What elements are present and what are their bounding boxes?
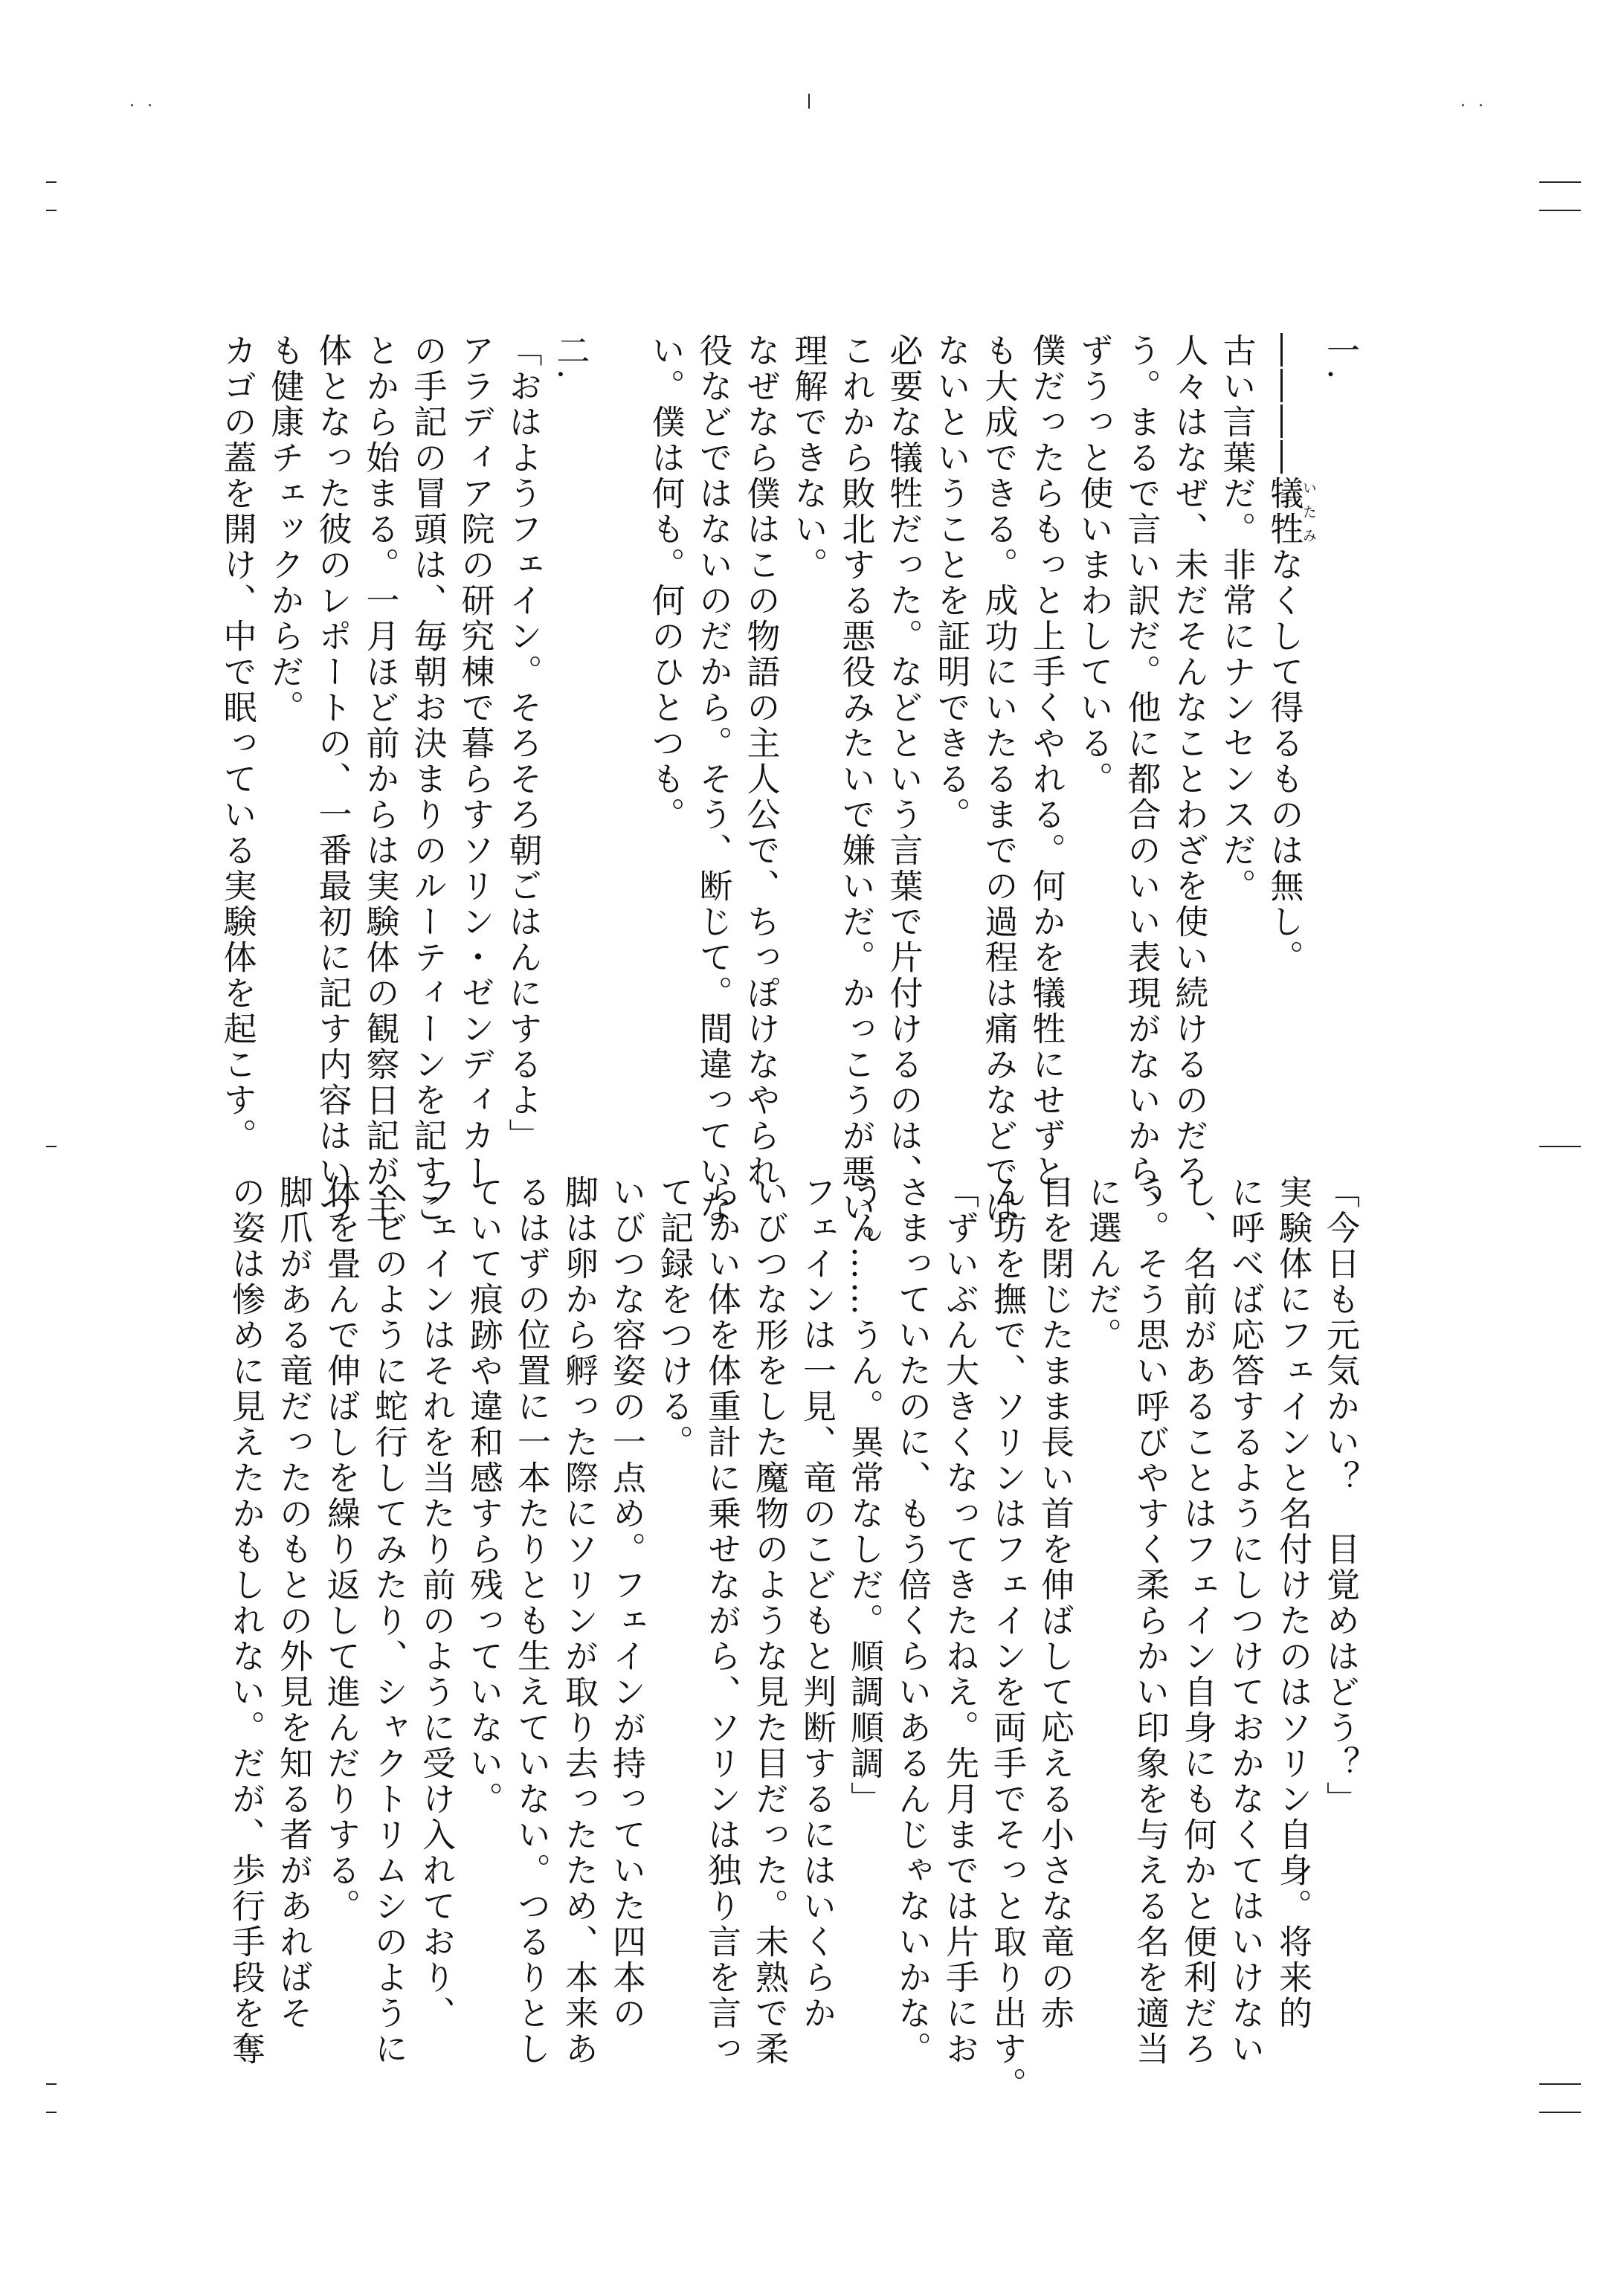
- crop-mark-right-4: [1539, 2112, 1581, 2113]
- text-line: し、名前があることはフェイン自身にも何かと便利だろ: [1178, 1175, 1217, 2067]
- center-mark-left: [46, 1146, 57, 1147]
- text-line: らかい体を体重計に乗せながら、ソリンは独り言を言っ: [702, 1175, 741, 2067]
- crop-mark-right-1: [1539, 181, 1581, 183]
- text-line: に選んだ。: [1083, 1175, 1122, 1353]
- text-line: い。僕は何も。何のひとつも。: [645, 333, 686, 833]
- text-line: うん……うん。異常なしだ。順調順調」: [845, 1175, 884, 1817]
- crop-mark-left-1: [46, 181, 57, 183]
- text-line: の姿は惨めに見えたかもしれない。だが、歩行手段を奪: [226, 1175, 265, 2067]
- crop-dot-tl-1: [131, 104, 133, 106]
- text-line: なぜなら僕はこの物語の主人公で、ちっぽけなやられ: [741, 333, 781, 1190]
- bottom-text-block: [226, 1175, 1364, 2103]
- text-line: これから敗北する悪役みたいで嫌いだ。かっこうが悪い。: [836, 333, 876, 1261]
- text-line: 脚は卵から孵った際にソリンが取り去ったため、本来あ: [559, 1175, 599, 2067]
- text-line: て記録をつける。: [654, 1175, 694, 1460]
- center-top-mark: [808, 94, 810, 109]
- text-line: いびつな容姿の一点め。フェインが持っていた四本の: [607, 1175, 646, 2031]
- crop-dot-tl-2: [149, 104, 151, 106]
- text-line: 役などではないのだから。そう、断じて。間違っていな: [693, 333, 733, 1225]
- text-line: いびつな形をした魔物のような見た目だった。未熟で柔: [750, 1175, 789, 2067]
- text-line: 理解できない。: [788, 333, 828, 583]
- text-line: ん坊を撫で、ソリンはフェインを両手でそっと取り出す。: [987, 1175, 1027, 2103]
- text-line: るはずの位置に一本たりとも生えていない。つるりとし: [512, 1175, 551, 2067]
- text-line: 体を畳んで伸ばしを繰り返して進んだりする。: [321, 1175, 361, 1924]
- text-line: 実験体にフェインと名付けたのはソリン自身。将来的: [1273, 1175, 1312, 2031]
- epigraph-line: ――――犠牲いたみなくして得るものは無し。: [1260, 333, 1317, 1118]
- text-line: 必要な犠牲だった。などという言葉で片付けるのは、: [883, 333, 924, 1190]
- text-line: 僕だったらもっと上手くやれる。何かを犠牲にせずと: [1026, 333, 1066, 1190]
- text-line: 人々はなぜ、未だそんなことわざを使い続けるのだろ: [1169, 333, 1209, 1190]
- text-line: フェインは一見、竜のこどもと判断するにはいくらか: [797, 1175, 837, 2031]
- text-line: ないということを証明できる。: [931, 333, 971, 833]
- crop-mark-right-3: [1539, 2083, 1581, 2085]
- text-line: 目を閉じたまま長い首を伸ばして応える小さな竜の赤: [1035, 1175, 1074, 2031]
- text-line: に呼べば応答するようにしつけておかなくてはいけない: [1225, 1175, 1265, 2067]
- section-heading-1: 一.: [1321, 333, 1360, 382]
- text-line: も大成できる。成功にいたるまでの過程は痛みなどでは: [979, 333, 1019, 1225]
- top-text-block: [217, 333, 1364, 1261]
- text-line: ずうっと使いまわしている。: [1074, 333, 1114, 797]
- crop-dot-tr-1: [1462, 104, 1464, 106]
- center-mark-right: [1539, 1146, 1581, 1147]
- text-line: う。そう思い呼びやすく柔らかい印象を与える名を適当: [1130, 1175, 1170, 2067]
- text-line: う。まるで言い訳だ。他に都合のいい表現がないから、: [1121, 333, 1161, 1225]
- text-line: とから始まる。一月ほど前からは実験体の観察日記が主: [360, 333, 400, 1225]
- ruby-itami: 犠牲いたみ: [1264, 476, 1317, 547]
- text-line: 「おはようフェイン。そろそろ朝ごはんにするよ」: [503, 333, 543, 1154]
- text-line: 「今日も元気かい？ 目覚めはどう？」: [1321, 1175, 1360, 1817]
- text-line: 体となった彼のレポートの、一番最初に記す内容はいつ: [312, 333, 352, 1225]
- text-line: 古い言葉だ。非常にナンセンスだ。: [1217, 333, 1257, 904]
- text-line: 脚爪がある竜だったのもとの外見を知る者があればそ: [274, 1175, 313, 2031]
- crop-mark-left-3: [46, 2083, 57, 2085]
- crop-mark-right-2: [1539, 210, 1581, 211]
- crop-dot-tr-2: [1480, 104, 1482, 106]
- text-line: 「ずいぶん大きくなってきたねえ。先月までは片手にお: [940, 1175, 979, 2067]
- text-line: アラディア院の研究棟で暮らすソリン・ゼンディカー: [455, 333, 495, 1190]
- crop-mark-left-4: [46, 2112, 57, 2113]
- section-heading-2: 二.: [550, 333, 590, 382]
- text-line: も健康チェックからだ。: [265, 333, 305, 726]
- text-line: の手記の冒頭は、毎朝お決まりのルーティーンを記すこ: [407, 333, 448, 1225]
- crop-mark-left-2: [46, 210, 57, 211]
- text-line: さまっていたのに、もう倍くらいあるんじゃないかな。: [892, 1175, 932, 2067]
- text-line: フェインはそれを当たり前のように受け入れており、: [416, 1175, 456, 2031]
- text-line: ヘビのように蛇行してみたり、シャクトリムシのように: [369, 1175, 408, 2067]
- text-line: ていて痕跡や違和感すら残っていない。: [464, 1175, 503, 1817]
- text-line: カゴの蓋を開け、中で眠っている実験体を起こす。: [217, 333, 257, 1154]
- em-dash: ――――: [1264, 333, 1304, 476]
